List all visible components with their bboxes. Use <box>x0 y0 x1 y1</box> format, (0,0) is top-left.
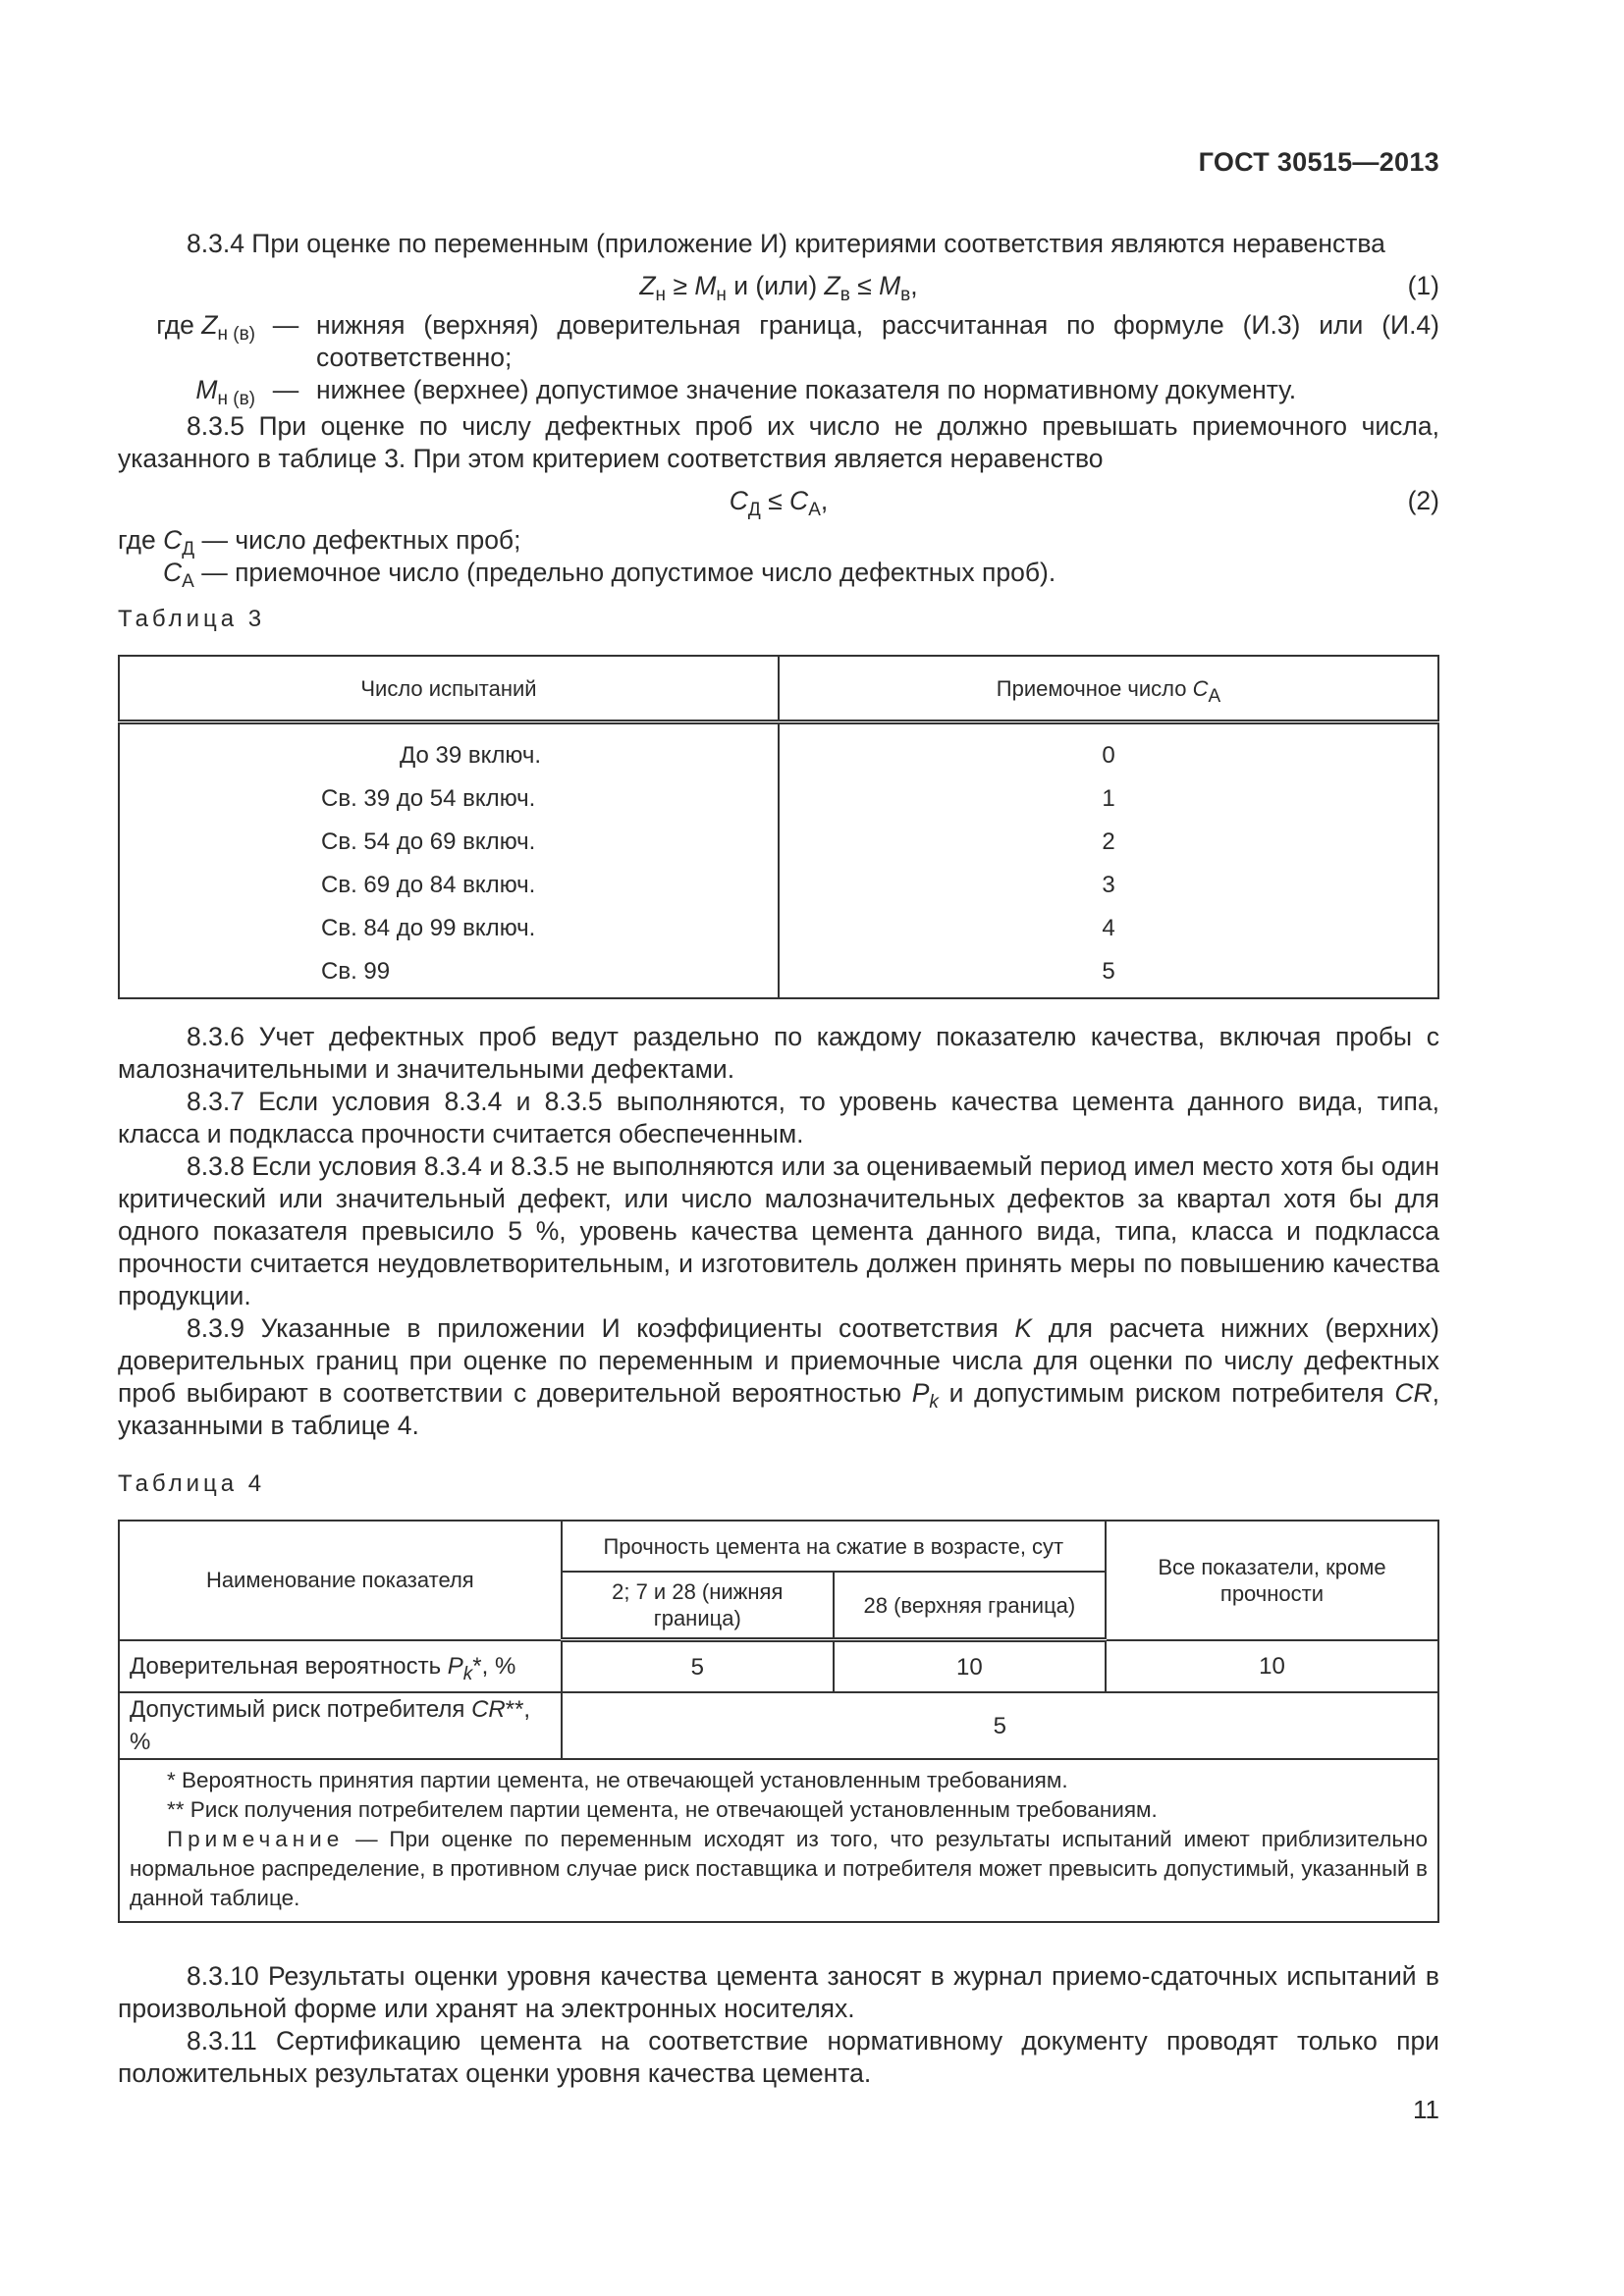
acceptance-cell: 5 <box>1102 957 1115 985</box>
page-number: 11 <box>1413 2095 1439 2124</box>
table-3-title: Таблица 3 <box>118 606 266 632</box>
paragraph-8-3-5: 8.3.5 При оценке по числу дефектных проб их число не должно превышать приемочного числа, указанного в таблице 3. При этом критерием соответствия является неравенство <box>118 411 1439 473</box>
table-row <box>119 722 1438 777</box>
acceptance-cell: 1 <box>1102 784 1115 812</box>
table-3-header-acceptance: Приемочное число $C_А$ <box>779 656 1438 722</box>
formula-1-expression: $Z_н \ge M_н$ и (или) $Z_в \le M_в$, <box>639 271 918 305</box>
formula-2-expression: $C_Д \le C_А$, <box>729 486 829 520</box>
acceptance-cell: 2 <box>1102 828 1115 855</box>
table-row <box>119 776 1438 820</box>
formula-2-definition-2: $C_А$ — приемочное число (предельно допустимое число дефектных проб). <box>163 558 1056 592</box>
paragraph-8-3-11: 8.3.11 Сертификацию цемента на соответствие нормативному документу проводят только при положительных результатах оценки уровня качества цемента. <box>118 2026 1439 2088</box>
table-4-header-name: Наименование показателя <box>119 1521 562 1640</box>
footnote-2: ** Риск получения потребителем партии цемента, не отвечающей установленным требованиям. <box>167 1797 1158 1822</box>
tests-cell: Св. 54 до 69 включ. <box>119 820 779 863</box>
value-cell: 10 <box>1106 1640 1438 1693</box>
table-4-header-all: Все показатели, кроме прочности <box>1106 1521 1438 1640</box>
formula-2 <box>118 481 1439 520</box>
definition-row <box>118 309 1439 374</box>
tests-cell: Св. 39 до 54 включ. <box>119 776 779 820</box>
table-3-header-tests: Число испытаний <box>119 656 779 722</box>
table-notes-row <box>119 1759 1438 1922</box>
formula-1-number: (1) <box>1407 271 1439 300</box>
table-row <box>119 1640 1438 1693</box>
document-body <box>118 228 1439 2090</box>
definition-term: $M_{н (в)}$ <box>195 375 255 409</box>
paragraph-8-3-9: 8.3.9 Указанные в приложении И коэффициенты соответствия K для расчета нижних (верхних) доверительных границ при оценке по переменным и приемочные числа для оценки по числу дефектных проб выбирают в соответствии с доверительной вероятностью $P_k$ и допустимым риском потребителя CR, указанными в таблице 4. <box>118 1313 1439 1440</box>
acceptance-cell: 3 <box>1102 871 1115 898</box>
row-label: Доверительная вероятность $P_k*$, % <box>119 1640 562 1693</box>
formula-2-definition-1: где $C_Д$ — число дефектных проб; <box>118 525 521 560</box>
table-4 <box>118 1520 1439 1923</box>
value-cell: 10 <box>834 1640 1106 1693</box>
table-4-header-lower: 2; 7 и 28 (нижняя граница) <box>562 1572 834 1640</box>
table-row <box>119 949 1438 998</box>
definition-text: нижнее (верхнее) допустимое значение показателя по нормативному документу. <box>316 375 1297 404</box>
footnote-1: * Вероятность принятия партии цемента, не отвечающей установленным требованиям. <box>167 1768 1068 1792</box>
table-4-header-strength: Прочность цемента на сжатие в возрасте, сут <box>562 1521 1106 1572</box>
row-label: Допустимый риск потребителя CR**, % <box>119 1692 562 1759</box>
acceptance-cell: 4 <box>1102 914 1115 941</box>
table-3 <box>118 655 1439 999</box>
tests-cell: Св. 69 до 84 включ. <box>119 863 779 906</box>
where-word: где <box>118 525 156 555</box>
table-row <box>119 820 1438 863</box>
paragraph-8-3-10: 8.3.10 Результаты оценки уровня качества цемента заносят в журнал приемо-сдаточных испытаний в произвольной форме или хранят на электронных носителях. <box>118 1961 1439 2023</box>
value-cell: 5 <box>562 1692 1438 1759</box>
paragraph-8-3-6: 8.3.6 Учет дефектных проб ведут раздельно по каждому показателю качества, включая пробы с малозначительными и значительными дефектами. <box>118 1022 1439 1084</box>
table-notes <box>119 1759 1438 1922</box>
definition-term: где $Z_{н (в)}$ <box>156 310 255 345</box>
definition-text: нижняя (верхняя) доверительная граница, рассчитанная по формуле (И.3) или (И.4) соответственно; <box>316 310 1439 372</box>
tests-cell: До 39 включ. <box>119 722 779 777</box>
formula-1-definitions <box>118 309 1439 409</box>
definition-text: — приемочное число (предельно допустимое число дефектных проб). <box>201 558 1056 587</box>
acceptance-cell: 0 <box>1102 741 1115 769</box>
table-note <box>130 1825 1428 1913</box>
definition-dash: — <box>272 310 299 340</box>
note-label: Примечание <box>167 1827 345 1851</box>
document-header: ГОСТ 30515—2013 <box>1198 147 1439 177</box>
formula-2-number: (2) <box>1407 486 1439 515</box>
value-cell: 5 <box>562 1640 834 1693</box>
table-row <box>119 863 1438 906</box>
paragraph-8-3-8: 8.3.8 Если условия 8.3.4 и 8.3.5 не выполняются или за оцениваемый период имел место хотя бы один критический или значительный дефект, или число малозначительных дефектов за квартал хотя бы для одного показателя превысило 5 %, уровень качества цемента данного вида, типа, класса и подкласса прочности считается неудовлетворительным, и изготовитель должен принять меры по повышению качества продукции. <box>118 1151 1439 1310</box>
table-4-title: Таблица 4 <box>118 1470 266 1497</box>
definition-row <box>118 374 1439 409</box>
note-text: — При оценке по переменным исходят из того, что результаты испытаний имеют приблизительно нормальное распределение, в противном случае риск поставщика и потребителя может превысить допустимый, указанный в данной таблице. <box>130 1827 1428 1910</box>
tests-cell: Св. 99 <box>119 949 779 998</box>
table-row <box>119 906 1438 949</box>
paragraph-8-3-7: 8.3.7 Если условия 8.3.4 и 8.3.5 выполняются, то уровень качества цемента данного вида, типа, класса и подкласса прочности считается обеспеченным. <box>118 1087 1439 1148</box>
definition-dash: — <box>272 375 299 404</box>
tests-cell: Св. 84 до 99 включ. <box>119 906 779 949</box>
definition-text: — число дефектных проб; <box>201 525 521 555</box>
paragraph-8-3-4: 8.3.4 При оценке по переменным (приложение И) критериями соответствия являются неравенства <box>187 229 1385 258</box>
formula-1 <box>118 266 1439 305</box>
table-4-header-upper: 28 (верхняя граница) <box>834 1572 1106 1640</box>
table-row <box>119 1692 1438 1759</box>
